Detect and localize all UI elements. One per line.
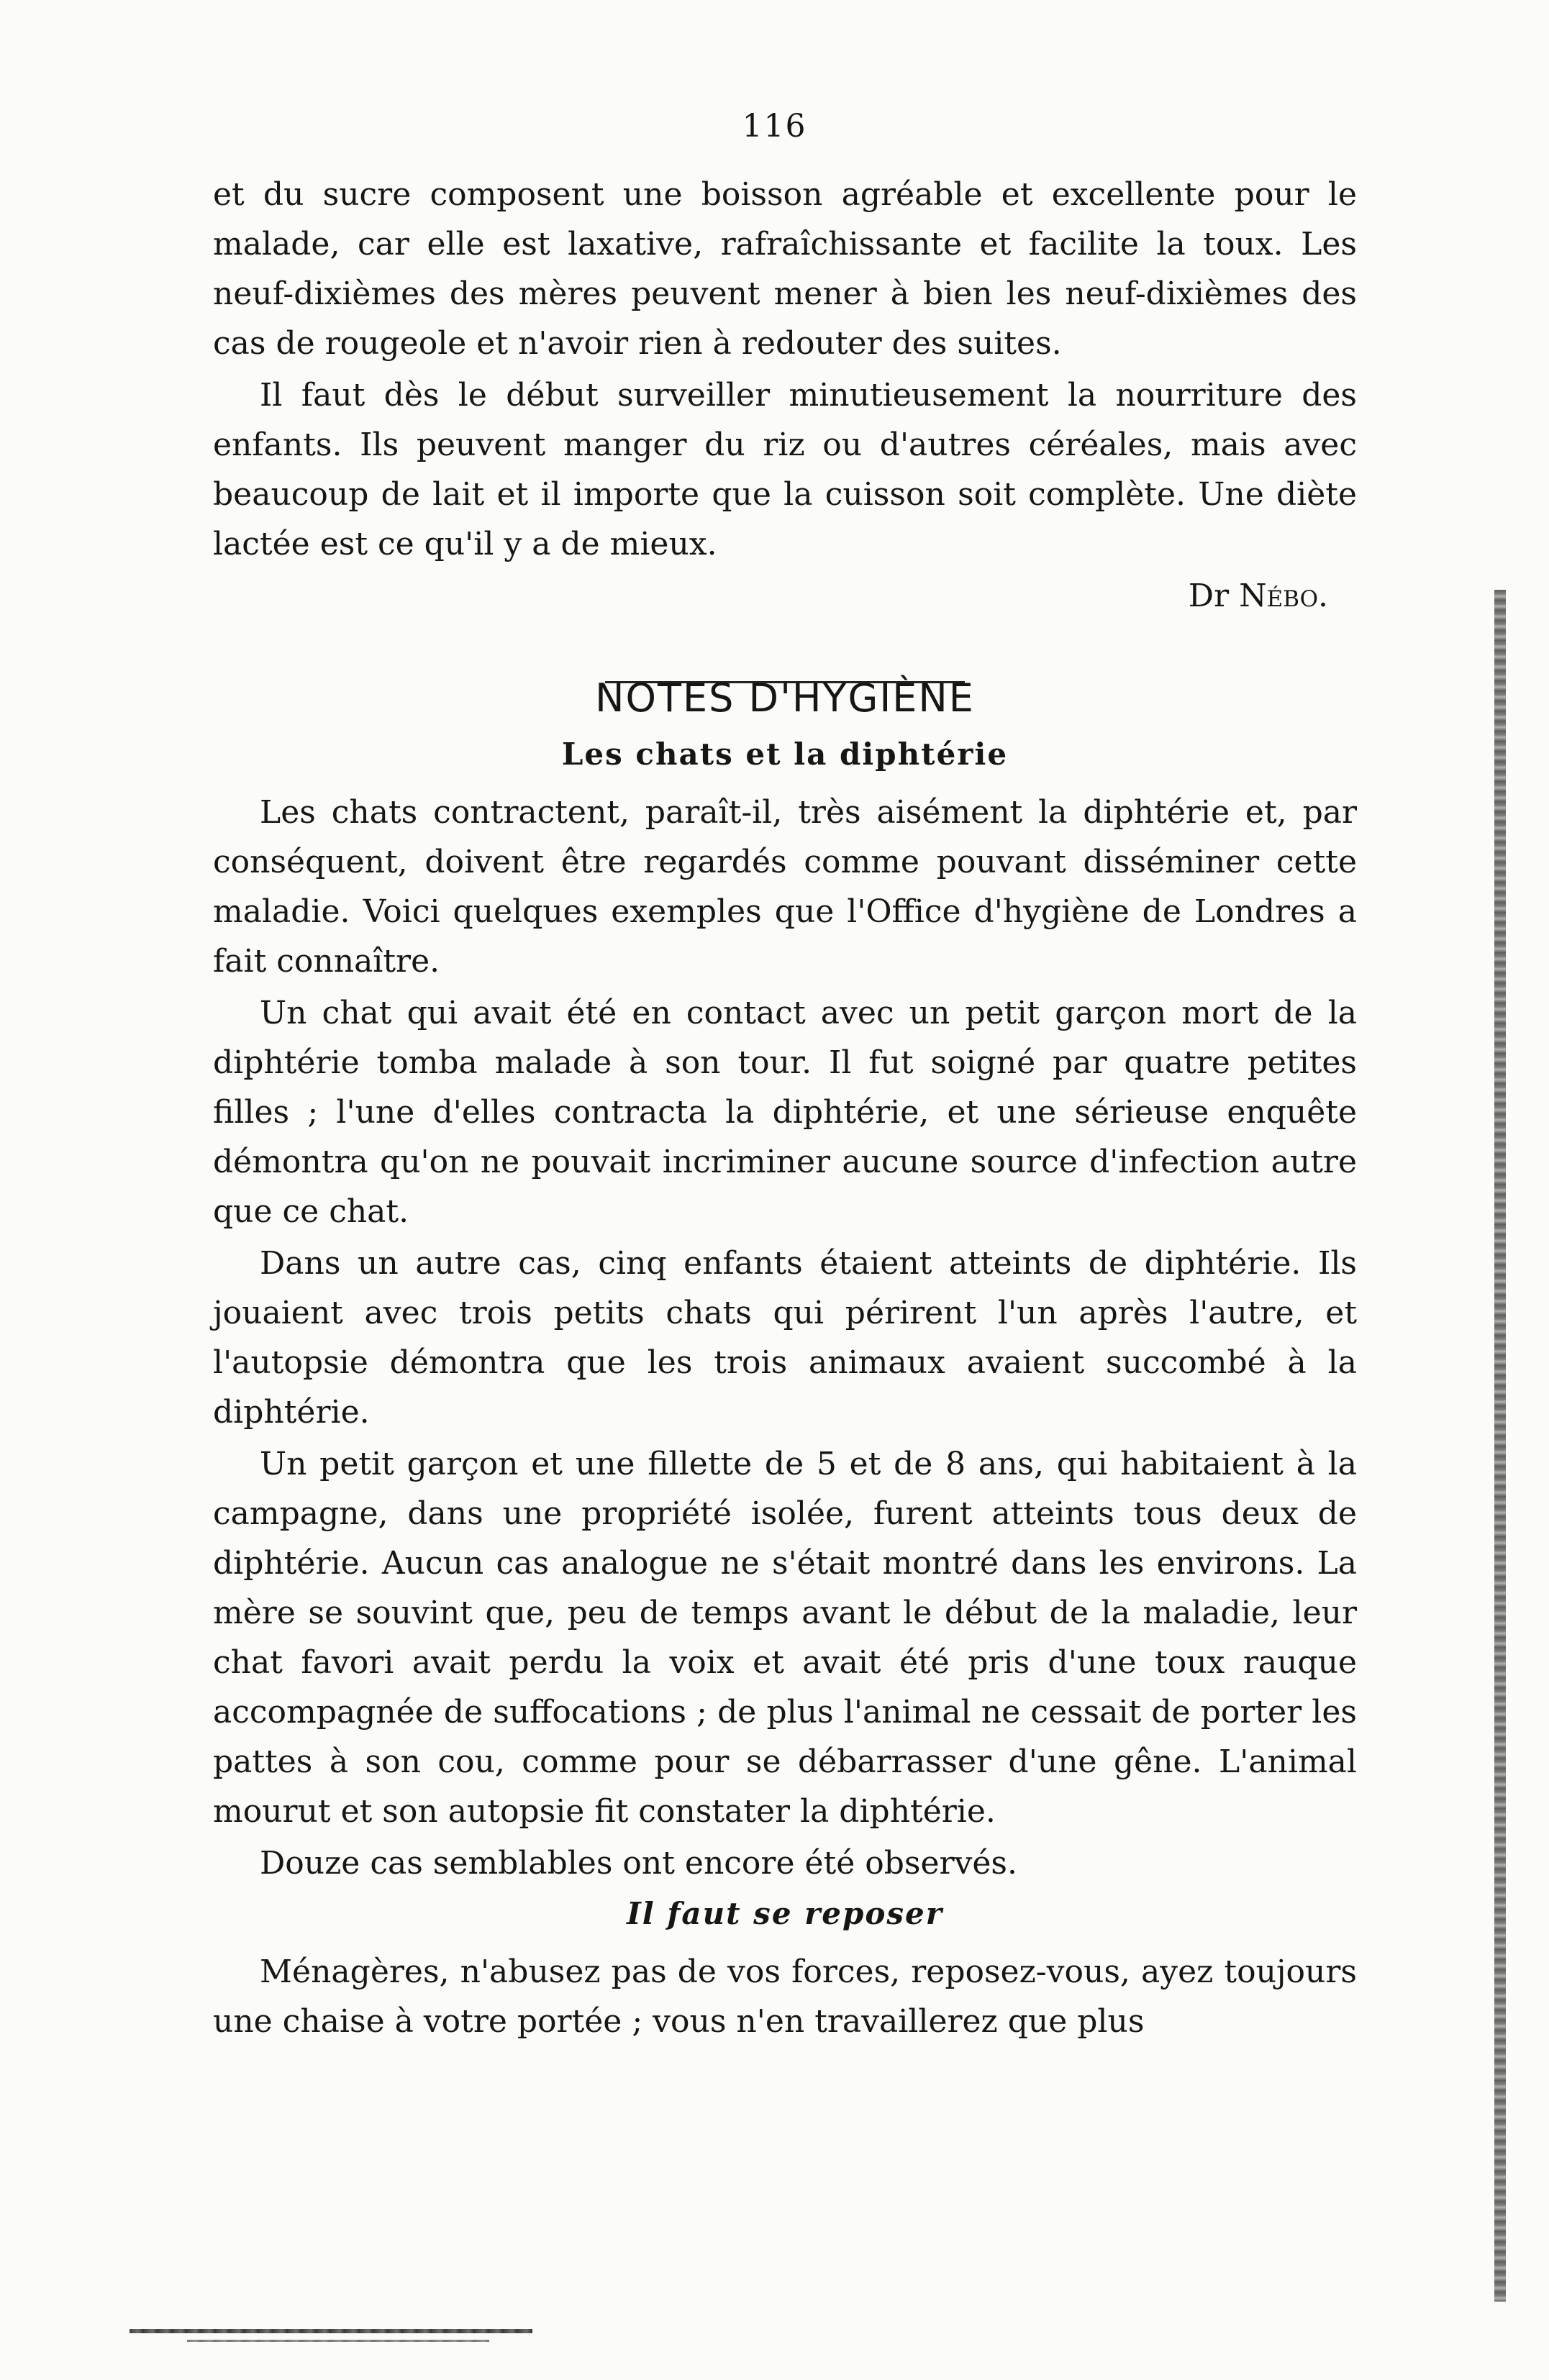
signature-prefix: Dr (1188, 578, 1230, 614)
paragraph-rest: Ménagères, n'abusez pas de vos forces, reposez-vous, ayez toujours une chaise à votre portée ; vous n'en travaillerez que plus (213, 1953, 1357, 2040)
scan-bottom-artifact-2 (187, 2340, 489, 2342)
subheading-cats: Les chats et la diphtérie (561, 737, 1009, 772)
paragraph-cats-3: Dans un autre cas, cinq enfants étaient atteints de diphtérie. Ils jouaient avec trois petits chats qui périrent l'un après l'autre, et l'autopsie démontra que les trois animaux avaient succombé à la diphtérie. (213, 1245, 1357, 1431)
section-heading: NOTES D'HYGIÈNE (595, 675, 975, 721)
signature (213, 571, 1357, 621)
signature-name: Nébo. (1239, 578, 1328, 614)
paragraph-food: Il faut dès le début surveiller minutieusement la nourriture des enfants. Ils peuvent manger du riz ou d'autres céréales, mais avec beaucoup de lait et il importe que la cuisson soit complète. Une diète lactée est ce qu'il y a de mieux. (213, 377, 1357, 562)
section-divider (213, 648, 1357, 655)
paragraph-cats-4: Un petit garçon et une fillette de 5 et de 8 ans, qui habitaient à la campagne, dans une propriété isolée, furent atteints tous deux de diphtérie. Aucun cas analogue ne s'était montré dans les environs. La mère se souvint que, peu de temps avant le début de la maladie, leur chat favori avait perdu la voix et avait été pris d'une toux rauque accompagnée de suffocations ; de plus l'animal ne cessait de porter les pattes à son cou, comme pour se débarrasser d'une gêne. L'animal mourut et son autopsie fit constater la diphtérie. (213, 1446, 1357, 1830)
scan-bottom-artifact (130, 2329, 532, 2333)
body-text (213, 170, 1357, 2048)
page-number: 116 (742, 108, 807, 145)
paragraph-cats-1: Les chats contractent, paraît-il, très aisément la diphtérie et, par conséquent, doivent être regardés comme pouvant disséminer cette maladie. Voici quelques exemples que l'Office d'hygiène de Londres a fait connaître. (213, 794, 1357, 980)
subheading-rest: Il faut se reposer (627, 1896, 943, 1931)
paragraph-cats-2: Un chat qui avait été en contact avec un petit garçon mort de la diphtérie tomba malade à son tour. Il fut soigné par quatre petites filles ; l'une d'elles contracta la diphtérie, et une sérieuse enquête démontra qu'on ne pouvait incriminer aucune source d'infection autre que ce chat. (213, 995, 1357, 1230)
scan-edge-artifact (1494, 590, 1506, 2302)
paragraph-continuation: et du sucre composent une boisson agréable et excellente pour le malade, car elle est laxative, rafraîchissante et facilite la toux. Les neuf-dixièmes des mères peuvent mener à bien les neuf-dixièmes des cas de rougeole et n'avoir rien à redouter des suites. (213, 176, 1357, 362)
paragraph-cats-5: Douze cas semblables ont encore été observés. (260, 1845, 1017, 1882)
